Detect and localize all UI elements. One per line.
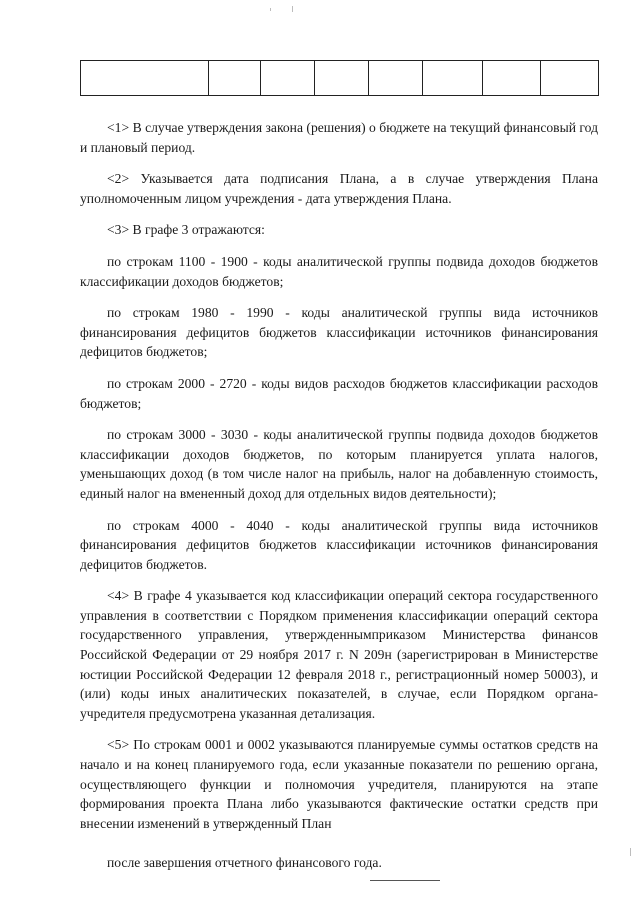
empty-table (80, 60, 599, 96)
footnote-1: <1> В случае утверждения закона (решения) о бюджете на текущий финансовый год и плановый период. (80, 120, 598, 155)
table-cell (541, 61, 599, 96)
footnote-5-continuation: после завершения отчетного финансового года. (107, 855, 382, 871)
footnote-5: <5> По строкам 0001 и 0002 указываются планируемые суммы остатков средств на начало и на конец планируемого года, если указанные показатели по решению органа, осуществляющего функции и полномочия учредителя, планируются на этапе формирования проекта Плана либо указываются фактические остатки средств при внесении изменений в утвержденный План (80, 737, 598, 831)
footnote-3: <3> В графе 3 отражаются: (107, 222, 265, 238)
footnote-4: <4> В графе 4 указывается код классификации операций сектора государственного управления в соответствии с Порядком применения классификации операций сектора государственного управления, утвержденнымприказом Министерства финансов Российской Федерации от 29 ноября 2017 г. N 209н (зарегистрирован в Министерстве юстиции Российской Федерации 12 февраля 2018 г., регистрационный номер 50003), и (или) коды иных аналитических показателей, в случае, если Порядком органа-учредителя предусмотрена указанная детализация. (80, 588, 598, 721)
footnote-3-rows-3000: по строкам 3000 - 3030 - коды аналитической группы подвида доходов бюджетов классификации доходов бюджетов, по которым планируется уплата налогов, уменьшающих доход (в том числе налог на прибыль, налог на добавленную стоимость, единый налог на вмененный доход для отдельных видов деятельности); (80, 427, 598, 501)
table-row (81, 61, 599, 96)
table-cell (315, 61, 369, 96)
table-cell (81, 61, 209, 96)
footnote-3-rows-1100: по строкам 1100 - 1900 - коды аналитической группы подвида доходов бюджетов классификации доходов бюджетов; (80, 253, 598, 289)
footnotes-text (80, 118, 598, 885)
table-cell (483, 61, 541, 96)
scan-speck (292, 6, 293, 12)
table-cell (423, 61, 483, 96)
footnote-3-rows-1980: по строкам 1980 - 1990 - коды аналитической группы вида источников финансирования дефицитов бюджетов классификации источников финансирования дефицитов бюджетов; (80, 305, 598, 360)
table-cell (369, 61, 423, 96)
footnote-3-rows-4000: по строкам 4000 - 4040 - коды аналитической группы вида источников финансирования дефицитов бюджетов классификации источников финансирования дефицитов бюджетов. (80, 517, 598, 572)
table-cell (261, 61, 315, 96)
scan-speck (630, 848, 631, 856)
footnote-2: <2> Указывается дата подписания Плана, а в случае утверждения Плана уполномоченным лицом учреждения - дата утверждения Плана. (80, 171, 598, 206)
footnote-3-rows-2000: по строкам 2000 - 2720 - коды видов расходов бюджетов классификации расходов бюджетов; (80, 375, 598, 411)
scan-speck (270, 8, 271, 11)
table-cell (209, 61, 261, 96)
footer-rule (370, 880, 440, 881)
